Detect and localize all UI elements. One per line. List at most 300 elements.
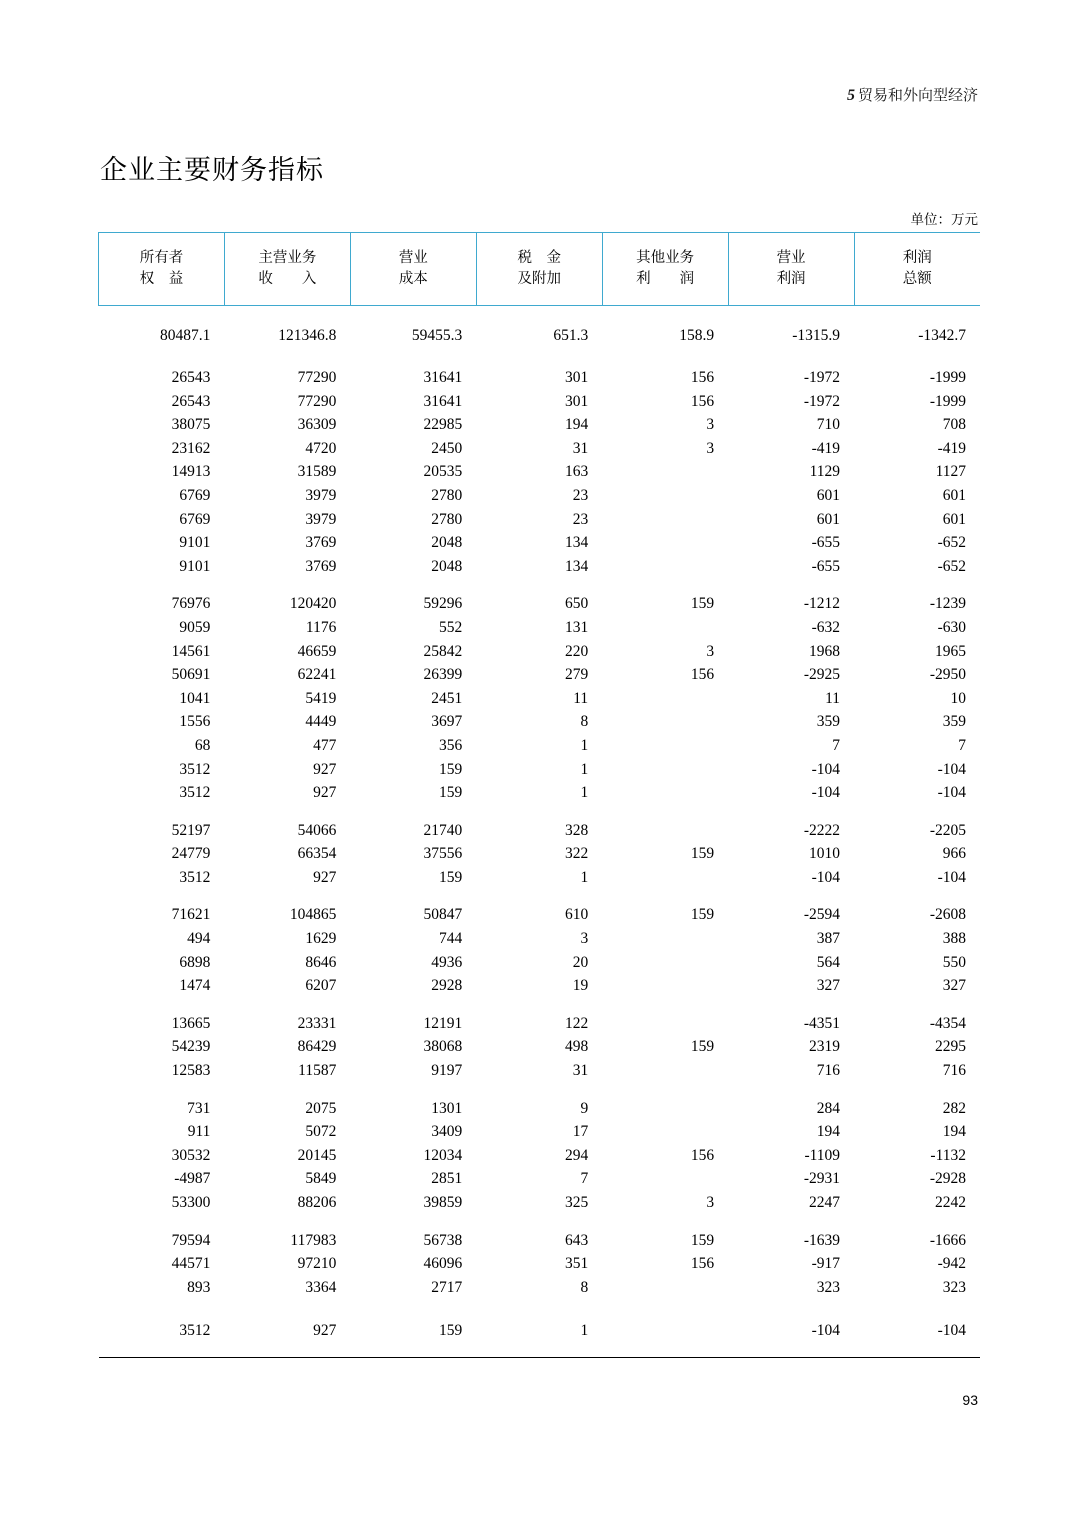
table-cell: 21740 [423,821,463,839]
table-cell: 156 [690,369,715,386]
table-cell: 716 [816,1062,841,1080]
table-cell [224,1215,350,1229]
table-cell: -2931 [803,1170,841,1188]
table-cell: 134 [564,557,589,575]
table-cell: 731 [187,1099,211,1117]
column-header-line2: 收 入 [258,271,317,287]
table-cell: 911 [187,1123,211,1141]
table-row [99,663,981,687]
table-cell: 37556 [423,845,463,863]
table-cell: 156 [690,1255,715,1273]
table-cell: -419 [811,439,841,457]
table-row [99,1313,981,1358]
table-cell [854,889,980,903]
table-cell [99,889,225,903]
column-header-line1: 利润 [902,249,932,266]
column-header-line1: 营业 [398,249,428,266]
table-cell: 38075 [171,416,211,434]
table-cell: 156 [690,666,715,684]
table-row [99,1012,981,1036]
table-cell: -1239 [929,595,966,613]
table-spacer-row [99,1299,981,1313]
table-cell [476,889,602,903]
table-cell: 13665 [171,1014,211,1032]
table-cell: 5849 [305,1170,337,1188]
table-cell: 10 [950,689,966,707]
table-cell [728,998,854,1012]
table-cell: 2780 [431,510,463,528]
table-row [99,1120,981,1144]
table-cell: 1129 [809,463,841,481]
table-row [99,1191,981,1215]
table-row [99,460,981,484]
column-header-line1: 税 金 [517,249,561,266]
table-cell: 3979 [305,510,337,528]
table-cell: 1 [580,736,589,754]
table-row [99,1144,981,1168]
table-cell: -2928 [929,1170,966,1188]
table-cell: 4720 [305,439,337,457]
table-cell: 4936 [431,953,463,971]
table-cell: -1999 [929,392,966,410]
table-cell: 26543 [171,369,211,386]
table-cell: 117983 [290,1231,337,1249]
table-cell: 159 [350,1313,476,1358]
table-cell: 2451 [431,689,463,707]
table-cell: 54239 [171,1038,211,1056]
table-cell: 54066 [297,821,337,839]
table-cell: 325 [564,1194,589,1211]
table-cell [602,460,728,484]
table-cell: 9059 [179,618,211,636]
table-cell: 1 [580,784,589,802]
table-cell [728,1083,854,1097]
table-cell: 159 [690,906,715,924]
table-cell: 11587 [298,1062,337,1080]
table-row [99,1097,981,1121]
chapter-number: 5 [846,87,855,104]
table-cell: 6898 [179,953,211,971]
table-cell [728,1299,854,1313]
table-cell: 1629 [305,930,337,948]
table-cell: 1965 [935,642,966,660]
table-cell [854,352,980,366]
table-spacer-row [99,805,981,819]
table-cell [602,1097,728,1121]
table-cell: 601 [942,510,966,528]
table-cell: -104 [811,784,841,802]
table-cell: 14561 [171,642,211,660]
table-cell: 744 [439,930,463,948]
table-cell: 31641 [423,369,463,386]
table-row [99,1276,981,1300]
table-cell: 159 [690,595,715,613]
table-cell: -104 [937,760,966,778]
table-cell: 122 [564,1014,589,1032]
table-cell: -655 [811,534,841,552]
table-row [99,866,981,890]
table-cell: 120420 [289,595,337,613]
table-cell: -4987 [174,1170,211,1188]
table-cell: 1301 [431,1099,463,1117]
table-cell: 53300 [171,1194,211,1211]
table-cell: 650 [564,595,589,613]
table-cell [602,352,728,366]
table-cell: 9 [580,1099,589,1117]
table-cell: 25842 [423,642,463,660]
table-header-row [99,233,981,306]
table-cell [224,889,350,903]
table-cell: 322 [564,845,589,863]
table-cell: 156 [690,1146,715,1164]
table-row [99,640,981,664]
table-cell: 1 [580,760,589,778]
table-cell: 159 [690,1038,715,1056]
table-cell: 159 [690,845,715,863]
table-cell: 71621 [171,906,211,924]
table-cell: 7 [580,1170,589,1188]
table-cell: 2319 [809,1038,841,1056]
running-head [847,84,978,105]
column-header-operating-cost [350,233,476,306]
table-cell [854,805,980,819]
table-cell: -419 [937,439,966,457]
table-cell: 46659 [297,642,337,660]
table-cell: 3 [706,642,715,660]
table-cell: -104 [811,868,841,886]
column-header-owners-equity [99,233,225,306]
table-cell: 601 [816,486,841,504]
table-cell: 498 [564,1038,589,1056]
table-cell: -942 [937,1255,966,1273]
table-cell [854,578,980,592]
table-cell [602,1083,728,1097]
table-cell: -630 [937,618,966,636]
table-row [99,1229,981,1253]
table-cell: 20 [572,953,589,971]
table-cell: 610 [564,906,589,924]
table-row [99,390,981,414]
table-cell: 12191 [423,1014,463,1032]
table-cell: 1474 [179,977,211,995]
table-cell: 2247 [809,1194,841,1211]
table-cell: 14913 [171,463,211,481]
table-row [99,437,981,461]
table-cell: 3 [706,1194,715,1211]
table-cell: 387 [816,930,841,948]
table-cell [602,805,728,819]
table-cell [350,1299,476,1313]
table-cell: 2450 [431,439,463,457]
table-cell: 550 [942,953,966,971]
table-cell: -104 [937,784,966,802]
table-cell: -917 [811,1255,841,1273]
table-cell [99,1083,225,1097]
table-cell: 3697 [431,713,463,731]
table-cell [350,889,476,903]
table-cell [476,805,602,819]
table-cell: 2928 [431,977,463,995]
unit-note: 单位：万元 [910,212,978,227]
table-cell: 3512 [179,784,211,802]
table-cell [602,687,728,711]
table-cell [602,1276,728,1300]
table-cell: 77290 [297,392,337,410]
table-cell [476,1215,602,1229]
chapter-title: 贸易和外向型经济 [857,87,978,104]
table-cell [602,1215,728,1229]
table-cell [476,578,602,592]
table-cell [602,1167,728,1191]
table-cell [224,578,350,592]
table-cell [602,889,728,903]
table-cell: 927 [313,868,337,886]
table-cell: 1 [580,868,589,886]
table-cell: 601 [816,510,841,528]
table-cell: 1176 [305,618,337,636]
table-cell [99,578,225,592]
table-cell: 3 [706,416,715,434]
table-cell: -1639 [803,1231,841,1249]
table-cell: 2717 [431,1278,463,1296]
table-cell: 62241 [297,666,337,684]
table-cell: 163 [564,463,589,481]
table-cell: 2851 [431,1170,463,1188]
table-cell: 2048 [431,534,463,552]
table-cell: 194 [942,1123,966,1141]
table-cell [602,1313,728,1358]
table-cell: -2594 [803,906,841,924]
table-cell: 97210 [297,1255,337,1273]
table-cell [602,1012,728,1036]
table-cell: 927 [224,1313,350,1358]
table-cell: 12583 [171,1062,211,1080]
table-cell: 927 [313,760,337,778]
table-cell [602,616,728,640]
table-cell: 19 [572,977,589,995]
table-row [99,366,981,390]
table-cell: -1109 [804,1146,841,1164]
table-row [99,413,981,437]
table-cell: 5419 [305,689,337,707]
table-cell: 11 [573,689,589,707]
table-cell: 156 [690,392,715,410]
table-cell: 5072 [305,1123,337,1141]
column-header-line2: 利 润 [636,271,695,287]
table-cell: 23331 [297,1014,337,1032]
column-header-taxes-surcharges [476,233,602,306]
table-cell [728,1215,854,1229]
table-cell: 4449 [305,713,337,731]
table-cell: 39859 [423,1194,463,1211]
table-cell: 9197 [431,1062,463,1080]
table-cell [602,819,728,843]
table-row [99,508,981,532]
table-cell [728,805,854,819]
table-cell [476,1299,602,1313]
table-cell [602,781,728,805]
table-cell: 494 [187,930,211,948]
table-cell [99,352,225,366]
table-cell: 12034 [423,1146,463,1164]
table-cell: 159 [439,868,463,886]
table-row [99,306,981,353]
table-cell: 31641 [423,392,463,410]
table-cell: 52197 [171,821,211,839]
table-cell: -2925 [803,666,841,684]
table-cell [224,1299,350,1313]
column-header-line2: 总额 [902,271,932,287]
table-cell: 88206 [297,1194,337,1211]
table-cell: 3512 [179,760,211,778]
table-row [99,1059,981,1083]
table-cell: 26399 [423,666,463,684]
table-cell: 20535 [423,463,463,481]
table-cell: -104 [937,868,966,886]
table-row [99,555,981,579]
table-cell: 1010 [809,845,841,863]
table-cell [224,1083,350,1097]
table-cell: -1666 [929,1231,966,1249]
table-cell: -4351 [803,1014,841,1032]
table-cell: 31 [572,439,589,457]
table-cell: 8 [580,713,589,731]
table-cell: 1127 [935,463,966,481]
table-cell: 651.3 [553,327,589,345]
table-row [99,687,981,711]
table-cell: 3 [580,930,589,948]
table-cell [602,531,728,555]
table-cell: -2950 [929,666,966,684]
table-cell: 3979 [305,486,337,504]
table-cell: 279 [564,666,589,684]
column-header-line2: 权 益 [139,271,184,287]
table-cell: 710 [816,416,841,434]
table-cell: -1342.7 [918,327,966,345]
table-cell: -655 [811,557,841,575]
table-cell: -104 [728,1313,854,1358]
table-cell: 59455.3 [411,327,463,345]
table-cell: -1972 [803,392,841,410]
table-cell: 2242 [935,1194,966,1211]
table-cell [854,1299,980,1313]
table-cell: -2205 [929,821,966,839]
table-cell: 23 [572,510,589,528]
column-header-line1: 其他业务 [636,249,695,266]
table-cell [602,1120,728,1144]
table-row [99,903,981,927]
table-cell: -104 [854,1313,980,1358]
table-cell: 23162 [171,439,211,457]
table-cell: 2295 [935,1038,966,1056]
table-cell: 294 [564,1146,589,1164]
table-row [99,734,981,758]
table-cell: 327 [942,977,966,995]
table-cell: 601 [942,486,966,504]
table-spacer-row [99,352,981,366]
table-cell: 2075 [305,1099,337,1117]
table-cell: 3512 [179,868,211,886]
table-cell: 50847 [423,906,463,924]
table-cell: 2780 [431,486,463,504]
table-cell: 3769 [305,534,337,552]
table-cell: 131 [564,618,589,636]
table-cell [350,998,476,1012]
table-cell: 552 [439,618,463,636]
table-cell: 159 [439,760,463,778]
table-cell: 194 [564,416,589,434]
table-cell: 31 [572,1062,589,1080]
column-header-line2: 及附加 [517,271,561,287]
table-cell: 76976 [171,595,211,613]
table-cell [350,1215,476,1229]
table-cell: 46096 [423,1255,463,1273]
table-cell: 80487.1 [160,327,211,345]
table-cell: 38068 [423,1038,463,1056]
table-cell: 564 [816,953,841,971]
column-header-main-business-revenue [224,233,350,306]
table-cell: 86429 [297,1038,337,1056]
table-cell [99,1299,225,1313]
table-cell: 323 [942,1278,966,1296]
column-header-other-business-profit [602,233,728,306]
table-cell: 1 [476,1313,602,1358]
table-cell: 327 [816,977,841,995]
table-cell [99,998,225,1012]
table-cell: 284 [816,1099,841,1117]
table-cell: 68 [194,736,211,754]
table-cell [854,1083,980,1097]
table-cell: 59296 [423,595,463,613]
table-cell: 66354 [297,845,337,863]
table-cell [476,1083,602,1097]
table-spacer-row [99,1215,981,1229]
table-cell: -632 [811,618,841,636]
table-spacer-row [99,998,981,1012]
table-row [99,1252,981,1276]
financial-indicators-table [98,232,980,1358]
table-cell [602,951,728,975]
table-cell [224,805,350,819]
table-cell [602,710,728,734]
table-row [99,484,981,508]
column-header-line2: 成本 [398,271,428,287]
column-header-total-profit [854,233,980,306]
table-cell [602,998,728,1012]
table-cell: 6769 [179,510,211,528]
table-cell: 6769 [179,486,211,504]
table-cell: 323 [816,1278,841,1296]
table-cell: 328 [564,821,589,839]
table-spacer-row [99,889,981,903]
table-cell: 194 [816,1123,841,1141]
table-row [99,927,981,951]
table-cell [350,352,476,366]
table-cell: 477 [313,736,337,754]
table-cell [476,998,602,1012]
table-cell: -652 [937,557,966,575]
table-cell: -1315.9 [792,327,841,345]
table-cell: 3769 [305,557,337,575]
table-cell: 44571 [171,1255,211,1273]
table-cell: 36309 [297,416,337,434]
table-cell: -4354 [929,1014,966,1032]
table-cell [476,352,602,366]
table-cell [224,998,350,1012]
table-cell: 927 [313,784,337,802]
table-cell: 3409 [431,1123,463,1141]
table-cell [854,998,980,1012]
